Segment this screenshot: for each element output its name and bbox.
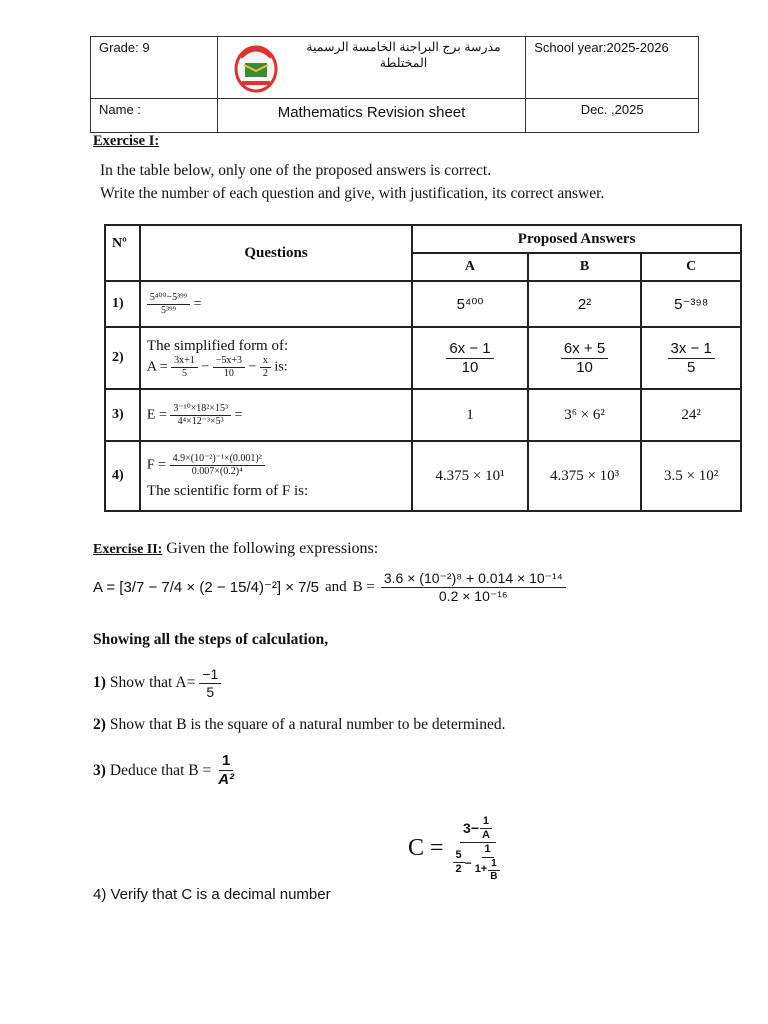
date-label: Dec. ,2025: [580, 102, 644, 117]
grade-cell: [91, 37, 218, 99]
answer-a: 5⁴⁰⁰: [412, 281, 528, 327]
question-2: 2) Show that B is the square of a natural number to be determined.: [93, 716, 506, 733]
col-no-header: Nº: [105, 225, 140, 281]
question-fraction: $\frac{\text{5⁴⁰⁰−5³⁹⁹}}{\text{5³⁹⁹}}$: [147, 292, 190, 317]
expression-c: C = 3− $\frac{1}{A}$ $\frac{5}{2}$ − 1 1+ $\frac{1}{B}$: [408, 815, 506, 883]
answer-b: $\frac{6x + 5}{10}$: [528, 327, 642, 389]
exercise1-intro-line2: Write the number of each question and give, with justification, its correct answer.: [100, 185, 605, 202]
row-number: 4): [105, 441, 140, 511]
table-row: [105, 327, 741, 389]
grade-label: Grade: 9: [99, 40, 150, 55]
answer-a: 1: [412, 389, 528, 441]
col-questions-header: Questions: [140, 225, 412, 281]
exercise2-title: Exercise II:: [93, 542, 163, 557]
col-proposed-header: Proposed Answers: [412, 225, 741, 253]
name-label: Name :: [99, 102, 141, 117]
row-number: 2): [105, 327, 140, 389]
expression-b-prefix: B =: [352, 578, 375, 595]
answer-b: 4.375 × 10³: [528, 441, 642, 511]
answer-a: $\frac{6x - 1}{10}$: [412, 327, 528, 389]
expression-a: A = [3/7 − 7/4 × (2 − 15/4)⁻²] × 7/5: [93, 579, 319, 597]
row-number: 1): [105, 281, 140, 327]
answer-b: 2²: [528, 281, 642, 327]
table-row: [105, 441, 741, 511]
name-cell: [91, 99, 218, 133]
table-row: [105, 389, 741, 441]
steps-heading: Showing all the steps of calculation,: [93, 631, 329, 648]
answer-c: $\frac{3x - 1}{5}$: [641, 327, 741, 389]
school-cell: [217, 37, 525, 99]
school-logo: [230, 39, 282, 95]
question-1: 1) Show that A= $\frac{-1}{5}$: [93, 666, 221, 701]
col-c-header: C: [641, 253, 741, 281]
header-table: [90, 36, 699, 133]
school-year: School year:2025-2026: [534, 40, 669, 55]
year-cell: [526, 37, 699, 99]
and-word: and: [324, 578, 347, 595]
school-name: مدرسة برج البراجنة الخامسة الرسمية المختلطة: [306, 40, 501, 70]
exercise2-heading: [93, 540, 378, 558]
answer-c: 5⁻³⁹⁸: [641, 281, 741, 327]
expression-b: $\frac{\text{3.6 × (10⁻²)⁸ + 0.014 × 10⁻¹⁴}}{\text{0.2 × 10⁻¹⁶}}$: [381, 570, 566, 605]
exercise1-title: Exercise I:: [93, 133, 160, 149]
date-cell: [526, 99, 699, 133]
answer-b: 3⁶ × 6²: [528, 389, 642, 441]
question-text: The scientific form of F is:: [146, 482, 309, 499]
question-cell: $\frac{\text{5⁴⁰⁰−5³⁹⁹}}{\text{5³⁹⁹}}$ =: [140, 281, 412, 327]
title-cell: [217, 99, 525, 133]
sheet-title: Mathematics Revision sheet: [277, 104, 466, 121]
question-cell: E = $\frac{\text{3⁻¹⁰×18²×15³}}{\text{4⁴×12⁻³×5³}}$ =: [140, 389, 412, 441]
question-4: 4) Verify that C is a decimal number: [93, 886, 331, 903]
question-text: The simplified form of:: [146, 337, 289, 354]
exercise1-intro-line1: In the table below, only one of the proposed answers is correct.: [100, 162, 492, 179]
exercise2-intro: Given the following expressions:: [166, 540, 379, 557]
answer-a: 4.375 × 10¹: [412, 441, 528, 511]
col-a-header: A: [412, 253, 528, 281]
questions-table: [104, 224, 742, 512]
answer-c: 3.5 × 10²: [641, 441, 741, 511]
table-row: [105, 281, 741, 327]
answer-c: 24²: [641, 389, 741, 441]
row-number: 3): [105, 389, 140, 441]
expressions-line: [93, 570, 566, 605]
col-b-header: B: [528, 253, 642, 281]
question-3: 3) Deduce that B = $\frac{1}{\text{A²}}$: [93, 752, 235, 788]
question-cell: The simplified form of: A = $\frac{3x+1}{5}$ − $\frac{-5x+3}{10}$ − $\frac{x}{2}$ is:: [140, 327, 412, 389]
question-cell: F = $\frac{\text{4.9×(10⁻²)⁻¹×(0.001)²}}{\text{0.007×(0.2)⁴}}$ The scientific form of F is:: [140, 441, 412, 511]
